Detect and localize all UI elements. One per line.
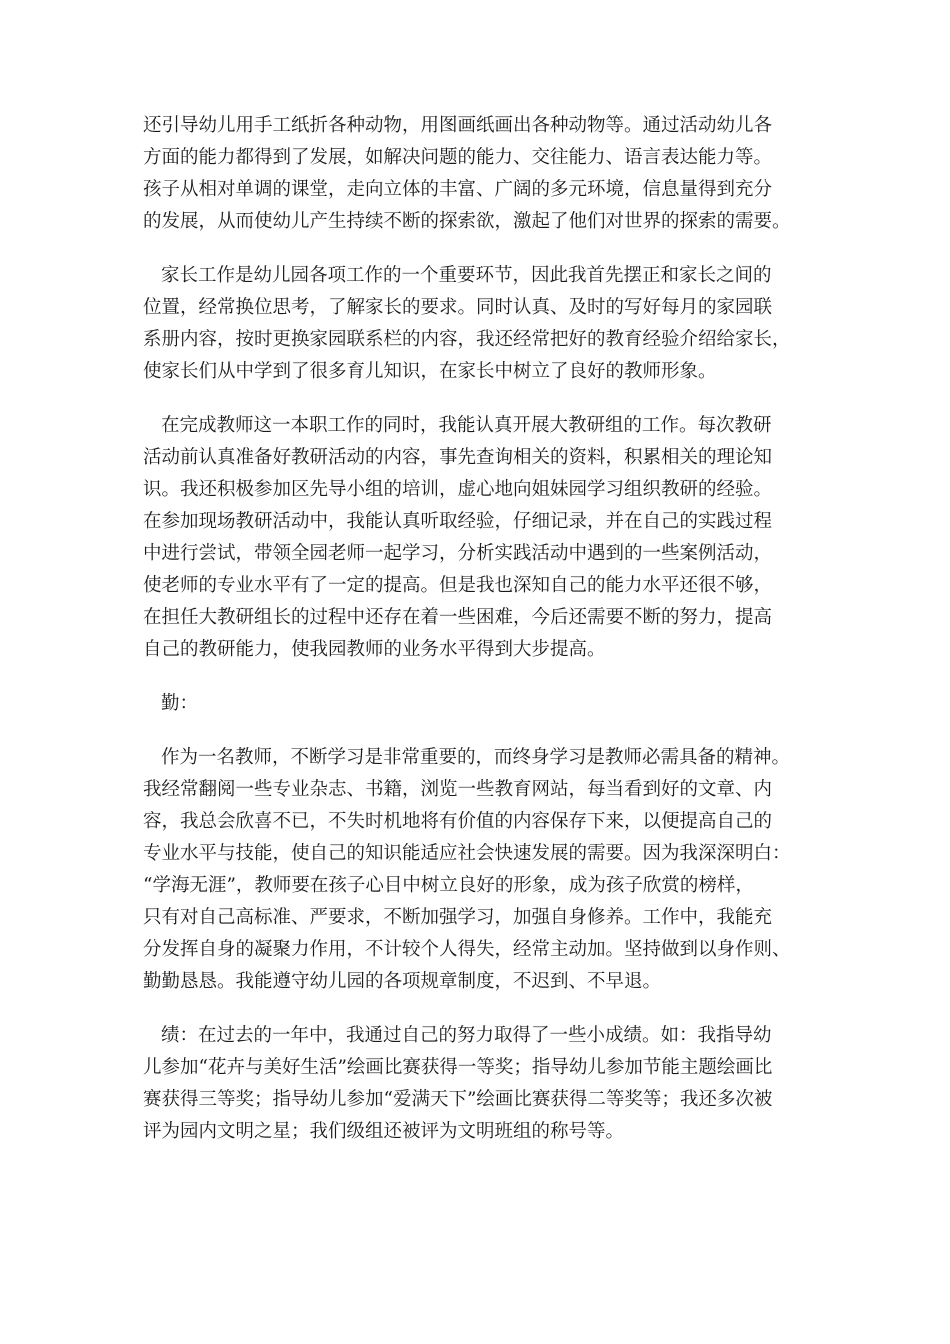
paragraph-parent-work — [143, 260, 823, 388]
text-line: 的发展，从而使幼儿产生持续不断的探索欲，激起了他们对世界的探索的需要。 — [143, 211, 791, 232]
text-line: 活动前认真准备好教研活动的内容，事先查询相关的资料，积累相关的理论知 — [143, 447, 773, 468]
text-line: 分发挥自身的凝聚力作用，不计较个人得失，经常主动加。坚持做到以身作则、 — [143, 939, 791, 960]
document-body — [143, 110, 823, 1170]
paragraph-activities — [143, 110, 823, 238]
text-line: 容，我总会欣喜不已，不失时机地将有价值的内容保存下来，以便提高自己的 — [143, 811, 773, 832]
text-line: 使家长们从中学到了很多育儿知识，在家长中树立了良好的教师形象。 — [143, 361, 717, 382]
text-line: 在担任大教研组长的过程中还存在着一些困难，今后还需要不断的努力，提高 — [143, 607, 773, 628]
text-line: 使老师的专业水平有了一定的提高。但是我也深知自己的能力水平还很不够， — [143, 575, 773, 596]
text-line: 专业水平与技能，使自己的知识能适应社会快速发展的需要。因为我深深明白： — [143, 843, 791, 864]
text-line: 位置，经常换位思考，了解家长的要求。同时认真、及时的写好每月的家园联 — [143, 297, 773, 318]
text-line: 中进行尝试，带领全园老师一起学习，分析实践活动中遇到的一些案例活动， — [143, 543, 773, 564]
text-line: 自己的教研能力，使我园教师的业务水平得到大步提高。 — [143, 639, 606, 660]
text-line: 绩：在过去的一年中，我通过自己的努力取得了一些小成绩。如：我指导幼 — [161, 1025, 772, 1046]
paragraph-learning — [143, 742, 823, 998]
text-line: 在参加现场教研活动中，我能认真听取经验，仔细记录，并在自己的实践过程 — [143, 511, 773, 532]
paragraph-diligence-heading — [143, 688, 823, 720]
text-line: 只有对自己高标准、严要求，不断加强学习，加强自身修养。工作中，我能充 — [143, 907, 773, 928]
text-line: 还引导幼儿用手工纸折各种动物，用图画纸画出各种动物等。通过活动幼儿各 — [143, 115, 773, 136]
section-heading: 勤： — [161, 693, 199, 714]
text-line: 作为一名教师，不断学习是非常重要的，而终身学习是教师必需具备的精神。 — [161, 747, 791, 768]
text-line: 系册内容，按时更换家园联系栏的内容，我还经常把好的教育经验介绍给家长， — [143, 329, 791, 350]
text-line: “学海无涯”，教师要在孩子心目中树立良好的形象，成为孩子欣赏的榜样， — [143, 875, 754, 896]
paragraph-achievements — [143, 1020, 823, 1148]
text-line: 赛获得三等奖；指导幼儿参加“爱满天下”绘画比赛获得二等奖等；我还多次被 — [143, 1089, 773, 1110]
text-line: 识。我还积极参加区先导小组的培训，虚心地向姐妹园学习组织教研的经验。 — [143, 479, 773, 500]
text-line: 评为园内文明之星；我们级组还被评为文明班组的称号等。 — [143, 1121, 625, 1142]
text-line: 勤勤恳恳。我能遵守幼儿园的各项规章制度，不迟到、不早退。 — [143, 971, 662, 992]
text-line: 在完成教师这一本职工作的同时，我能认真开展大教研组的工作。每次教研 — [161, 415, 772, 436]
text-line: 家长工作是幼儿园各项工作的一个重要环节，因此我首先摆正和家长之间的 — [161, 265, 772, 286]
paragraph-teaching-research — [143, 410, 823, 666]
text-line: 我经常翻阅一些专业杂志、书籍，浏览一些教育网站，每当看到好的文章、内 — [143, 779, 773, 800]
text-line: 方面的能力都得到了发展，如解决问题的能力、交往能力、语言表达能力等。 — [143, 147, 773, 168]
text-line: 儿参加“花卉与美好生活”绘画比赛获得一等奖；指导幼儿参加节能主题绘画比 — [143, 1057, 773, 1078]
text-line: 孩子从相对单调的课堂，走向立体的丰富、广阔的多元环境，信息量得到充分 — [143, 179, 773, 200]
